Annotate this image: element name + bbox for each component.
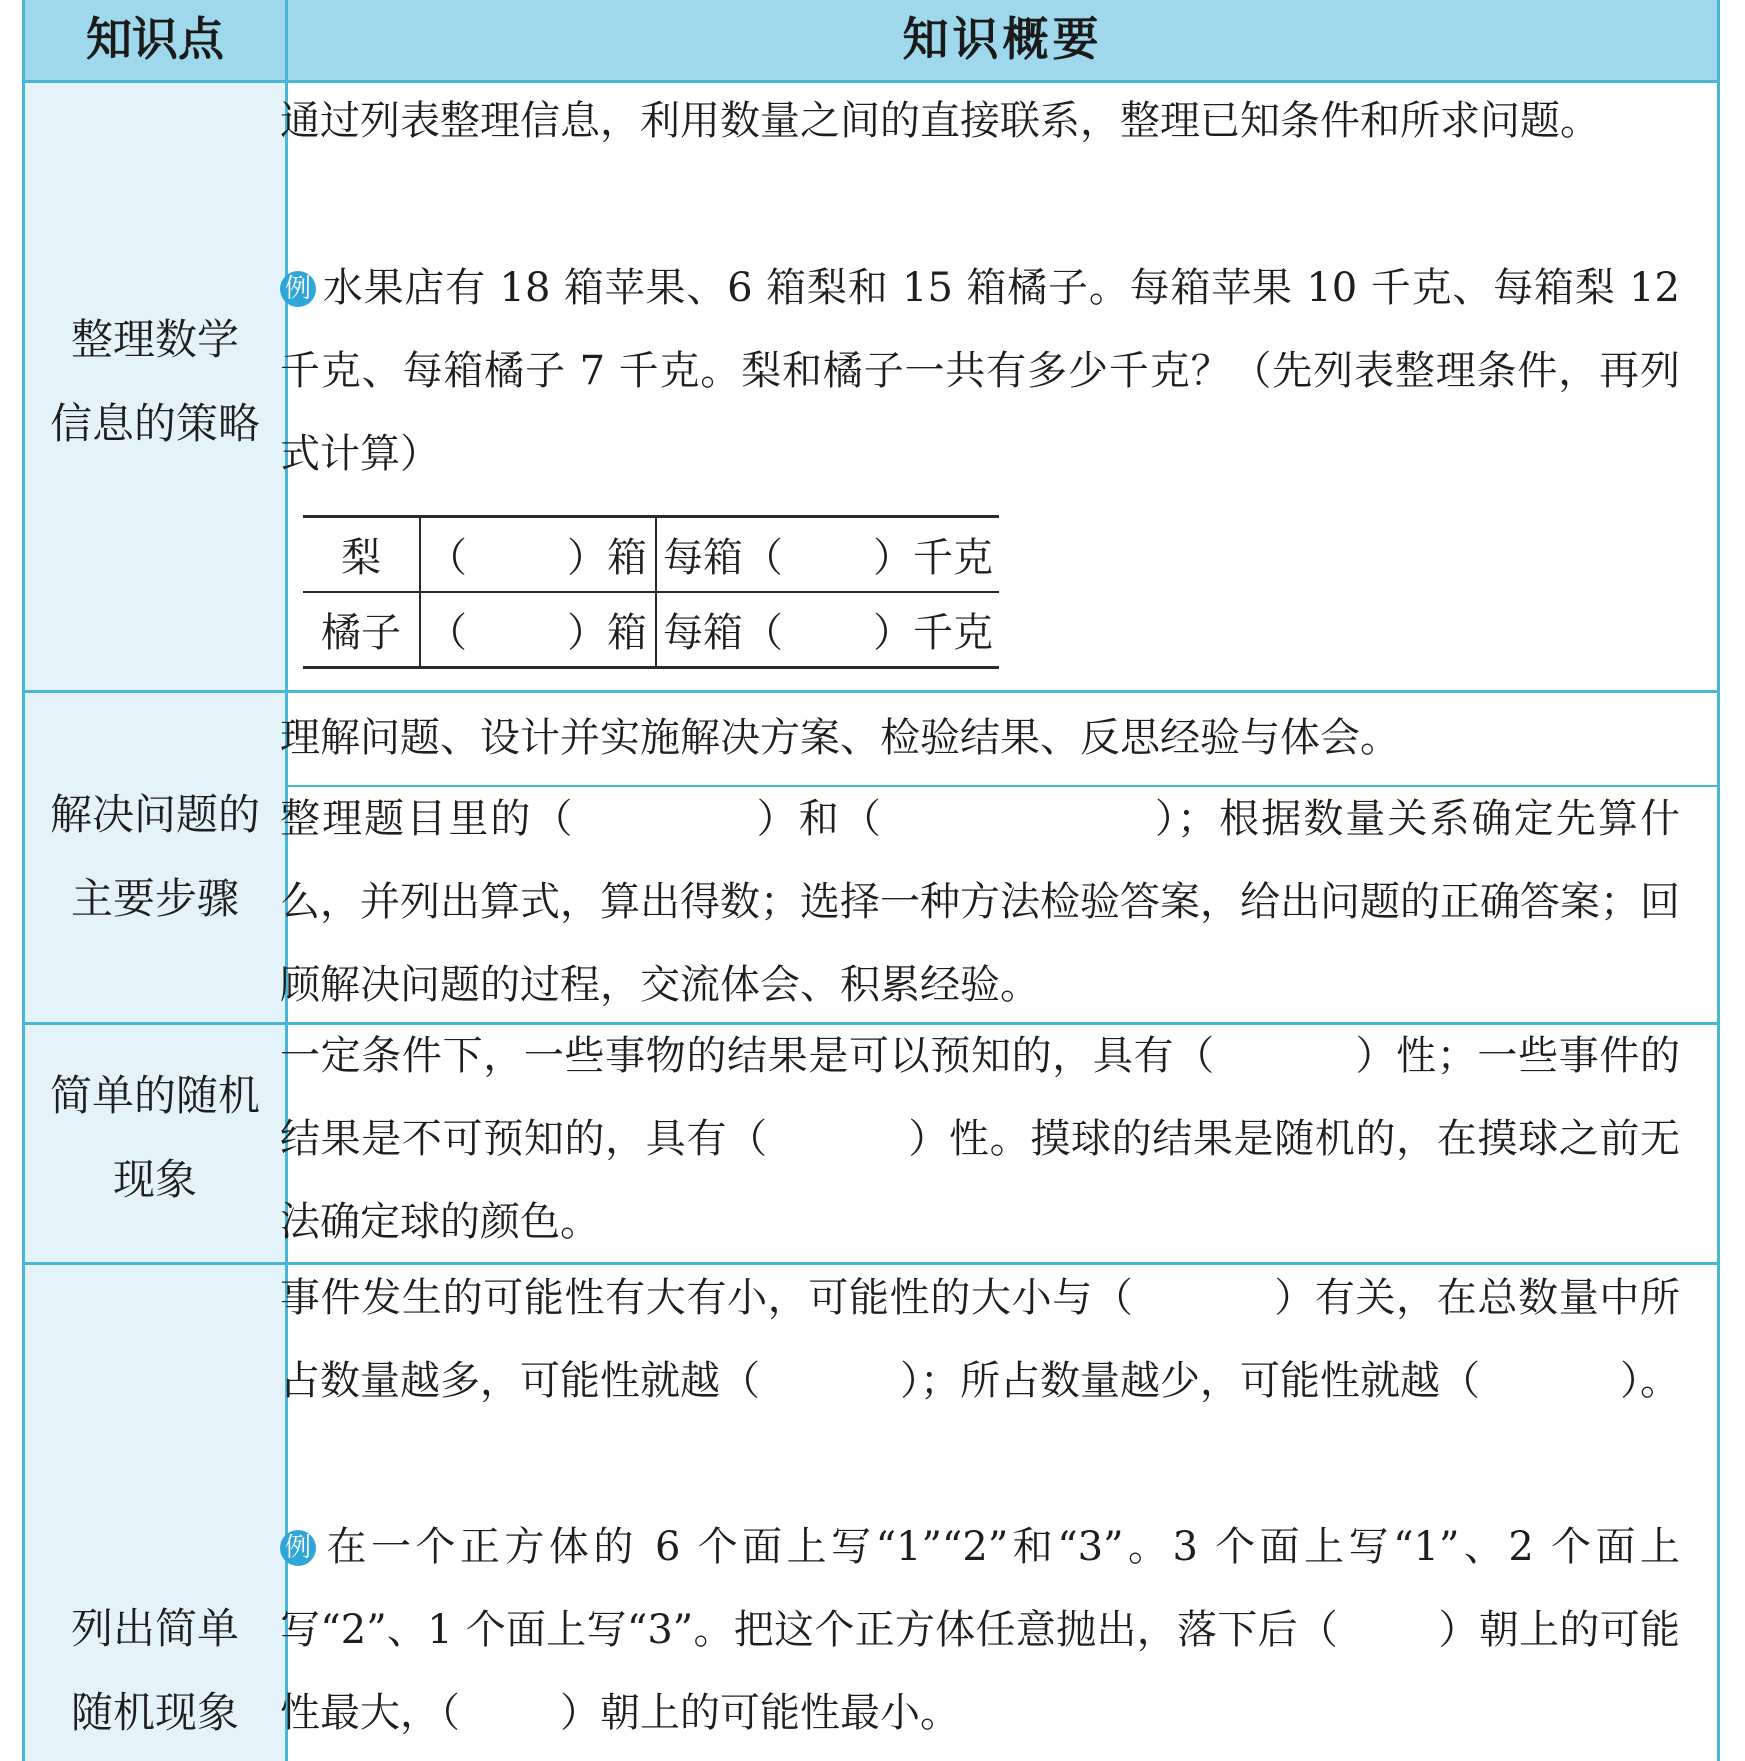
table-row (303, 592, 999, 668)
table-cell: 每箱（ ）千克 (656, 517, 999, 593)
topic-line: 解决问题的 (49, 790, 260, 839)
topic-line: 随机现象 (70, 1688, 239, 1737)
topic-list-random (25, 1587, 285, 1755)
topic-line: 列出简单 (70, 1604, 239, 1653)
topic-organize-info (25, 298, 285, 466)
steps-paragraph: 整理题目里的（ ）和（ ）；根据数量关系确定先算什么，并列出算式，算出得数；选择一种方法检验答案，给出问题的正确答案；回顾解决问题的过程，交流体会、积累经验。 (280, 796, 1681, 1008)
table-cell: （ ）箱 (420, 517, 656, 593)
header-summary: 知识概要 (902, 12, 1103, 66)
table-row (303, 517, 999, 593)
header-topic: 知识点 (86, 12, 224, 66)
topic-line: 现象 (112, 1155, 197, 1204)
row-divider (25, 690, 1717, 693)
example-badge-icon: 例 (280, 1530, 316, 1566)
steps-line: 理解问题、设计并实施解决方案、检验结果、反思经验与体会。 (280, 715, 1400, 761)
topic-line: 主要步骤 (70, 874, 239, 923)
intro-paragraph: 通过列表整理信息，利用数量之间的直接联系，整理已知条件和所求问题。 (280, 98, 1600, 144)
topic-line: 信息的策略 (49, 399, 260, 448)
table-header (25, 0, 1717, 83)
fill-in-table (303, 515, 999, 669)
topic-line: 整理数学 (70, 315, 239, 364)
table-cell: 梨 (341, 535, 381, 581)
topic-random-phenomena (25, 1054, 285, 1222)
table-cell: 橘子 (303, 592, 420, 668)
example-paragraph: 例 水果店有 18 箱苹果、6 箱梨和 15 箱橘子。每箱苹果 10 千克、每箱梨 12 千克、每箱橘子 7 千克。梨和橘子一共有多少千克？（先列表整理条件，再列式计算） (280, 265, 1680, 477)
random-paragraph: 一定条件下，一些事物的结果是可以预知的，具有（ ）性；一些事件的结果是不可预知的，具有（ ）性。摸球的结果是随机的，在摸球之前无法确定球的颜色。 (280, 1033, 1681, 1245)
topic-line: 简单的随机 (49, 1071, 260, 1120)
topic-solve-steps (25, 773, 285, 941)
example-paragraph: 例 在一个正方体的 6 个面上写“1”“2”和“3”。3 个面上写“1”、2 个面上写“2”、1 个面上写“3”。把这个正方体任意抛出，落下后（ ）朝上的可能性最大，（ ）朝上的可能性最小。 (280, 1524, 1681, 1736)
example-badge-icon: 例 (280, 271, 316, 307)
possibility-paragraph: 事件发生的可能性有大有小，可能性的大小与（ ）有关，在总数量中所占数量越多，可能性就越（ ）；所占数量越少，可能性就越（ ）。 (280, 1275, 1681, 1404)
table-cell: 每箱（ ）千克 (656, 592, 999, 668)
table-cell: （ ）箱 (420, 592, 656, 668)
